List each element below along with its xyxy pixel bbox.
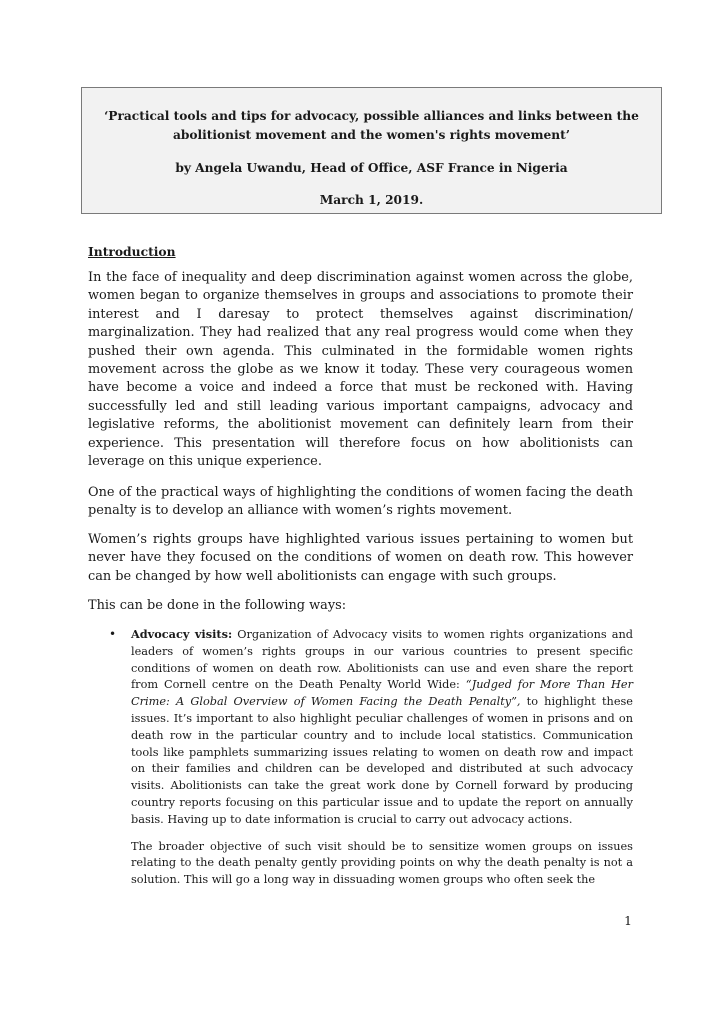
paragraph-alliance: One of the practical ways of highlighting the conditions of women facing the death penalty is to develop an alliance with women’s rights movement.: [88, 485, 633, 519]
bullet-marker: •: [109, 627, 117, 641]
bullet-text-before-citation: Organization of Advocacy visits to women rights organizations and leaders of women’s rights groups in our various countries to present specific conditions of women on death row. Abolitionists can use and even share the report from Cornell centre on the Death Penalty World Wide:: [131, 628, 633, 692]
paragraph-womens-rights-groups: Women’s rights groups have highlighted various issues pertaining to women but never have they focused on the conditions of women on death row. This however can be changed by how well abolitionists can engage with such groups.: [88, 532, 633, 584]
title-line-1: ‘Practical tools and tips for advocacy, possible alliances and links between the: [104, 109, 639, 123]
presentation-date: March 1, 2019.: [319, 193, 424, 207]
list-item: [88, 626, 633, 889]
title-box: [81, 87, 662, 214]
bullet-lead: Advocacy visits:: [131, 627, 233, 641]
title-line-2: abolitionist movement and the women's rights movement’: [172, 128, 571, 142]
bullet-list: [88, 626, 633, 889]
author-byline: by Angela Uwandu, Head of Office, ASF France in Nigeria: [175, 161, 568, 175]
bullet-first-paragraph: [131, 626, 633, 829]
paragraph-ways-intro: This can be done in the following ways:: [88, 598, 347, 613]
page-number: 1: [624, 914, 632, 928]
bullet-second-paragraph: The broader objective of such visit should be to sensitize women groups on issues relating to the death penalty gently providing points on why the death penalty is not a solution. This will go a long way in dissuading women groups who often seek the: [131, 839, 633, 887]
report-citation: “Judged for More Than Her Crime: A Global Overview of Women Facing the Death Penalty”,: [131, 678, 633, 709]
paragraph-introduction: In the face of inequality and deep discrimination against women across the globe, women began to organize themselves in groups and associations to promote their interest and I daresay to protect themselves against discrimination/ marginalization. They had realized that any real progress would come when they pushed their own agenda. This culminated in the formidable women rights movement across the globe as we know it today. These very courageous women have become a voice and indeed a force that must be reckoned with. Having successfully led and still leading various important campaigns, advocacy and legislative reforms, the abolitionist movement can definitely learn from their experience. This presentation will therefore focus on how abolitionists can leverage on this unique experience.: [88, 270, 633, 470]
section-heading-introduction: Introduction: [88, 244, 176, 259]
bullet-text-after-citation: to highlight these issues. It’s important to also highlight peculiar challenges of women in prisons and on death row in the particular country and to include local statistics. Communication tools like pamphlets summarizing issues relating to women on death row and impact on their families and children can be developed and distributed at such advocacy visits. Abolitionists can take the great work done by Cornell forward by producing country reports focusing on this particular issue and to update the report on annually basis. Having up to date information is crucial to carry out advocacy actions.: [131, 695, 633, 826]
